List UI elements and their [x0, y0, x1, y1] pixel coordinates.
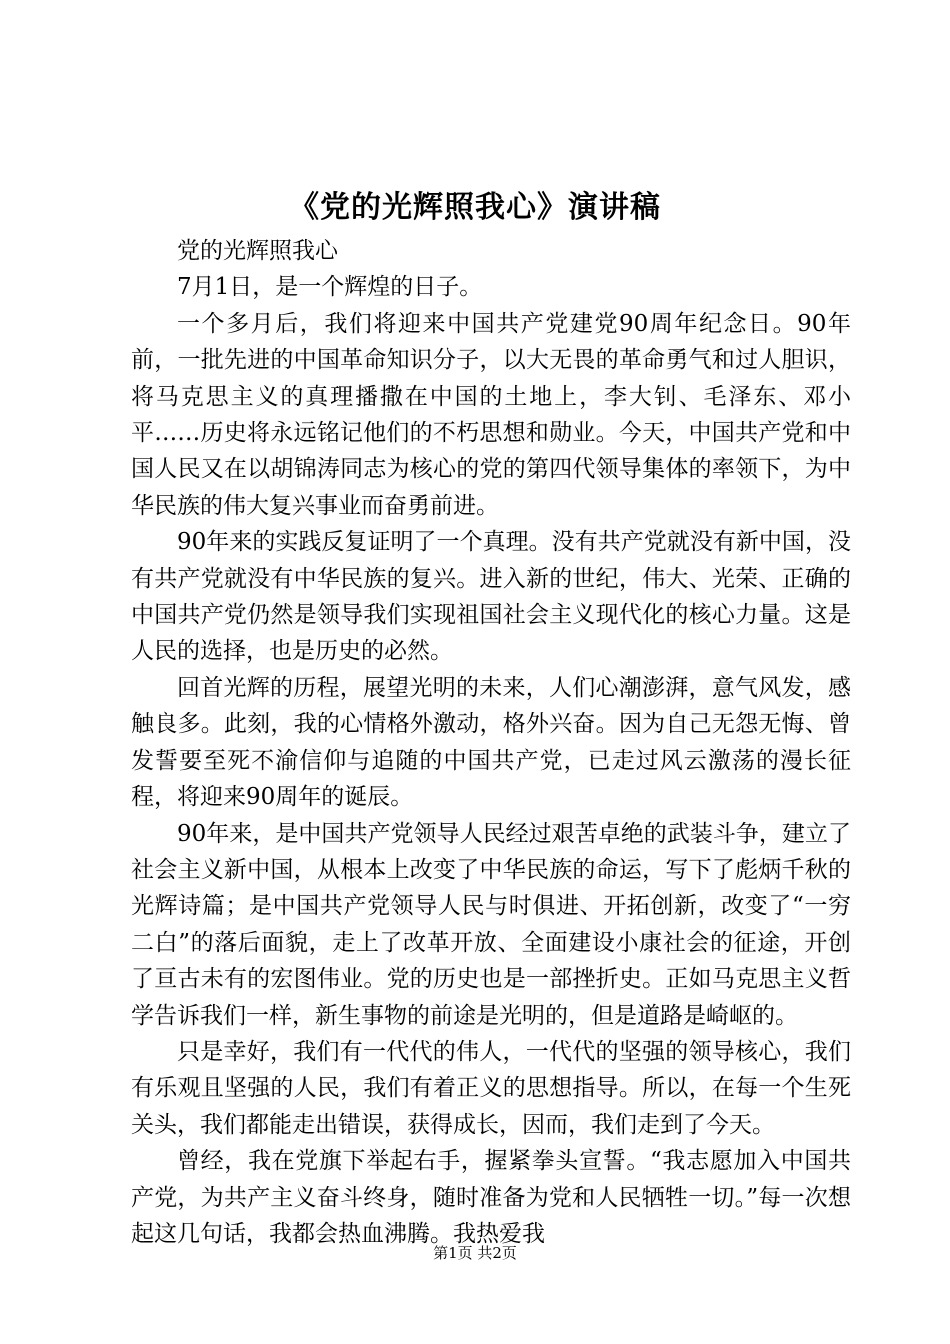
paragraph: 90年来的实践反复证明了一个真理。没有共产党就没有新中国，没有共产党就没有中华民族的复兴。进入新的世纪，伟大、光荣、正确的中国共产党仍然是领导我们实现祖国社会主义现代化的核心力量。这是人民的选择，也是历史的必然。 — [131, 529, 851, 665]
paragraph: 党的光辉照我心 — [177, 238, 338, 264]
paragraph: 曾经，我在党旗下举起右手，握紧拳头宣誓。“我志愿加入中国共产党，为共产主义奋斗终身，随时准备为党和人民牺牲一切。”每一次想起这几句话，我都会热血沸腾。我热爱我 — [131, 1148, 851, 1247]
document-body — [131, 233, 851, 1252]
paragraph: 一个多月后，我们将迎来中国共产党建党90周年纪念日。90年前，一批先进的中国革命知识分子，以大无畏的革命勇气和过人胆识，将马克思主义的真理播撒在中国的土地上，李大钊、毛泽东、邓小平……历史将永远铭记他们的不朽思想和勋业。今天，中国共产党和中国人民又在以胡锦涛同志为核心的党的第四代领导集体的率领下，为中华民族的伟大复兴事业而奋勇前进。 — [131, 310, 851, 519]
paragraph: 只是幸好，我们有一代代的伟人，一代代的坚强的领导核心，我们有乐观且坚强的人民，我们有着正义的思想指导。所以，在每一个生死关头，我们都能走出错误，获得成长，因而，我们走到了今天。 — [131, 1038, 851, 1138]
page-footer: 第1页 共2页 — [433, 1244, 517, 1262]
paragraph: 回首光辉的历程，展望光明的未来，人们心潮澎湃，意气风发，感触良多。此刻，我的心情格外激动，格外兴奋。因为自己无怨无悔、曾发誓要至死不渝信仰与追随的中国共产党，已走过风云激荡的漫长征程，将迎来90周年的诞辰。 — [131, 674, 851, 811]
paragraph: 7月1日，是一个辉煌的日子。 — [177, 274, 483, 301]
document-title: 《党的光辉照我心》演讲稿 — [289, 190, 661, 225]
paragraph: 90年来，是中国共产党领导人民经过艰苦卓绝的武装斗争，建立了社会主义新中国，从根本上改变了中华民族的命运，写下了彪炳千秋的光辉诗篇；是中国共产党领导人民与时俱进、开拓创新，改变了“一穷二白”的落后面貌，走上了改革开放、全面建设小康社会的征途，开创了亘古未有的宏图伟业。党的历史也是一部挫折史。正如马克思主义哲学告诉我们一样，新生事物的前途是光明的，但是道路是崎岖的。 — [131, 820, 851, 1029]
